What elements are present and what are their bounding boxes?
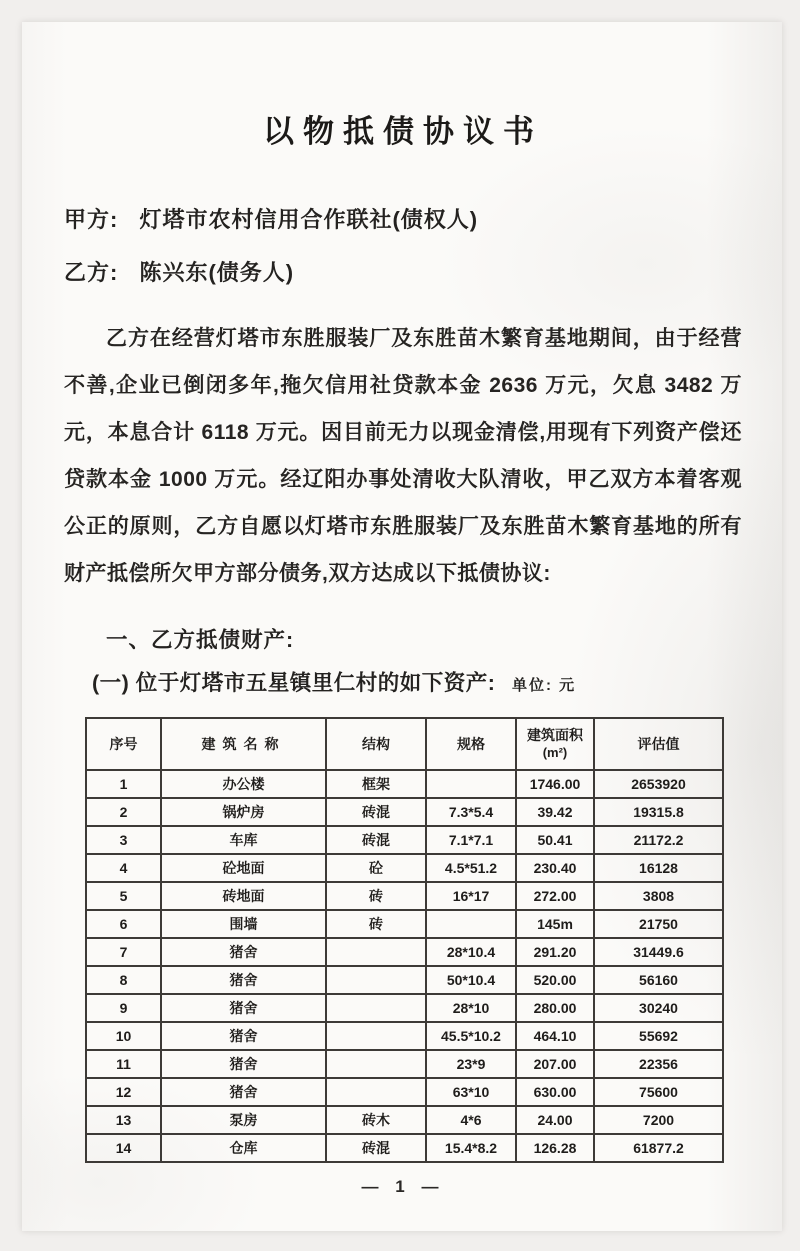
table-cell: 砼地面 — [161, 854, 326, 882]
table-cell: 砖 — [326, 910, 426, 938]
party-b-line — [64, 254, 742, 291]
table-cell: 61877.2 — [594, 1134, 723, 1162]
table-cell: 280.00 — [516, 994, 594, 1022]
table-cell: 猪舍 — [161, 994, 326, 1022]
table-cell: 13 — [86, 1106, 161, 1134]
table-cell: 45.5*10.2 — [426, 1022, 516, 1050]
table-cell: 框架 — [326, 770, 426, 798]
table-cell: 4.5*51.2 — [426, 854, 516, 882]
table-cell: 6 — [86, 910, 161, 938]
table-cell — [326, 1022, 426, 1050]
table-row — [86, 910, 723, 938]
table-cell: 56160 — [594, 966, 723, 994]
table-cell: 207.00 — [516, 1050, 594, 1078]
header-building-name: 建筑名称 — [161, 718, 326, 770]
table-cell: 14 — [86, 1134, 161, 1162]
table-cell: 126.28 — [516, 1134, 594, 1162]
table-row — [86, 826, 723, 854]
document-title: 以物抵债协议书 — [263, 114, 543, 149]
table-row — [86, 1106, 723, 1134]
table-cell: 630.00 — [516, 1078, 594, 1106]
table-cell: 31449.6 — [594, 938, 723, 966]
header-building-area — [516, 718, 594, 770]
party-b-name: 陈兴东(债务人) — [139, 260, 295, 285]
table-cell: 12 — [86, 1078, 161, 1106]
unit-note: 单位: 元 — [511, 677, 577, 694]
table-cell: 16128 — [594, 854, 723, 882]
table-cell: 7 — [86, 938, 161, 966]
table-cell: 仓库 — [161, 1134, 326, 1162]
table-cell: 145m — [516, 910, 594, 938]
table-cell: 砖 — [326, 882, 426, 910]
table-cell: 4 — [86, 854, 161, 882]
table-cell: 7.3*5.4 — [426, 798, 516, 826]
table-cell: 24.00 — [516, 1106, 594, 1134]
table-cell: 272.00 — [516, 882, 594, 910]
table-row — [86, 1050, 723, 1078]
table-cell: 砖地面 — [161, 882, 326, 910]
table-cell: 猪舍 — [161, 1022, 326, 1050]
table-row — [86, 882, 723, 910]
table-row — [86, 770, 723, 798]
table-cell: 11 — [86, 1050, 161, 1078]
table-cell: 22356 — [594, 1050, 723, 1078]
header-structure: 结构 — [326, 718, 426, 770]
table-cell — [326, 938, 426, 966]
table-cell: 28*10 — [426, 994, 516, 1022]
table-row — [86, 1022, 723, 1050]
table-cell: 291.20 — [516, 938, 594, 966]
table-row — [86, 854, 723, 882]
table-cell: 砖木 — [326, 1106, 426, 1134]
table-cell: 砖混 — [326, 826, 426, 854]
table-cell: 28*10.4 — [426, 938, 516, 966]
table-cell: 5 — [86, 882, 161, 910]
party-b-label: 乙方: — [64, 260, 119, 285]
page-number: — 1 — — [361, 1177, 445, 1196]
table-cell: 63*10 — [426, 1078, 516, 1106]
table-cell: 1 — [86, 770, 161, 798]
table-cell: 520.00 — [516, 966, 594, 994]
table-cell: 砖混 — [326, 1134, 426, 1162]
party-a-line — [64, 201, 742, 238]
table-row — [86, 798, 723, 826]
table-cell: 猪舍 — [161, 1050, 326, 1078]
table-cell: 车库 — [161, 826, 326, 854]
table-cell — [426, 910, 516, 938]
table-cell: 3 — [86, 826, 161, 854]
header-building-area-label: 建筑面积 — [527, 727, 583, 743]
table-cell: 2 — [86, 798, 161, 826]
table-cell: 砼 — [326, 854, 426, 882]
table-cell: 230.40 — [516, 854, 594, 882]
table-cell: 2653920 — [594, 770, 723, 798]
table-cell: 19315.8 — [594, 798, 723, 826]
table-cell: 75600 — [594, 1078, 723, 1106]
table-cell: 8 — [86, 966, 161, 994]
table-cell: 3808 — [594, 882, 723, 910]
table-cell: 30240 — [594, 994, 723, 1022]
header-serial-number: 序号 — [86, 718, 161, 770]
table-cell: 砖混 — [326, 798, 426, 826]
table-cell: 猪舍 — [161, 938, 326, 966]
assets-table — [85, 717, 724, 1163]
table-cell: 办公楼 — [161, 770, 326, 798]
table-cell: 1746.00 — [516, 770, 594, 798]
table-cell: 464.10 — [516, 1022, 594, 1050]
table-cell: 7.1*7.1 — [426, 826, 516, 854]
section-1-heading: 一、乙方抵债财产: — [106, 628, 295, 652]
header-spec: 规格 — [426, 718, 516, 770]
table-cell: 39.42 — [516, 798, 594, 826]
table-cell: 16*17 — [426, 882, 516, 910]
header-building-area-unit: (m²) — [542, 745, 568, 760]
table-cell: 50.41 — [516, 826, 594, 854]
table-cell — [326, 1078, 426, 1106]
table-cell — [326, 994, 426, 1022]
table-cell: 23*9 — [426, 1050, 516, 1078]
table-cell: 猪舍 — [161, 1078, 326, 1106]
table-cell: 4*6 — [426, 1106, 516, 1134]
table-cell: 21172.2 — [594, 826, 723, 854]
subsection-1-text: (一) 位于灯塔市五星镇里仁村的如下资产: — [92, 671, 496, 695]
assets-table-header-row — [86, 718, 723, 770]
table-row — [86, 938, 723, 966]
table-cell: 围墙 — [161, 910, 326, 938]
table-cell — [426, 770, 516, 798]
table-cell: 7200 — [594, 1106, 723, 1134]
header-appraised-value: 评估值 — [594, 718, 723, 770]
agreement-paragraph: 乙方在经营灯塔市东胜服装厂及东胜苗木繁育基地期间，由于经营不善,企业已倒闭多年,拖欠信用社贷款本金 2636 万元，欠息 3482 万元，本息合计 6118 万元。因目前无力以现金清偿,用现有下列资产偿还贷款本金 1000 万元。经辽阳办事处清收大队清收，甲乙双方本着客观公正的原则，乙方自愿以灯塔市东胜服装厂及东胜苗木繁育基地的所有财产抵偿所欠甲方部分债务,双方达成以下抵债协议: — [64, 327, 742, 585]
table-cell: 21750 — [594, 910, 723, 938]
subsection-1-heading — [64, 662, 742, 707]
table-cell — [326, 1050, 426, 1078]
table-cell: 55692 — [594, 1022, 723, 1050]
table-cell: 锅炉房 — [161, 798, 326, 826]
document-page — [22, 22, 782, 1231]
table-row — [86, 1134, 723, 1162]
table-row — [86, 966, 723, 994]
table-row — [86, 994, 723, 1022]
party-a-label: 甲方: — [64, 207, 119, 232]
table-cell: 15.4*8.2 — [426, 1134, 516, 1162]
table-cell: 泵房 — [161, 1106, 326, 1134]
table-cell: 10 — [86, 1022, 161, 1050]
table-row — [86, 1078, 723, 1106]
table-cell — [326, 966, 426, 994]
table-cell: 50*10.4 — [426, 966, 516, 994]
party-a-name: 灯塔市农村信用合作联社(债权人) — [139, 207, 479, 232]
assets-table-body — [86, 770, 723, 1162]
table-cell: 猪舍 — [161, 966, 326, 994]
table-cell: 9 — [86, 994, 161, 1022]
